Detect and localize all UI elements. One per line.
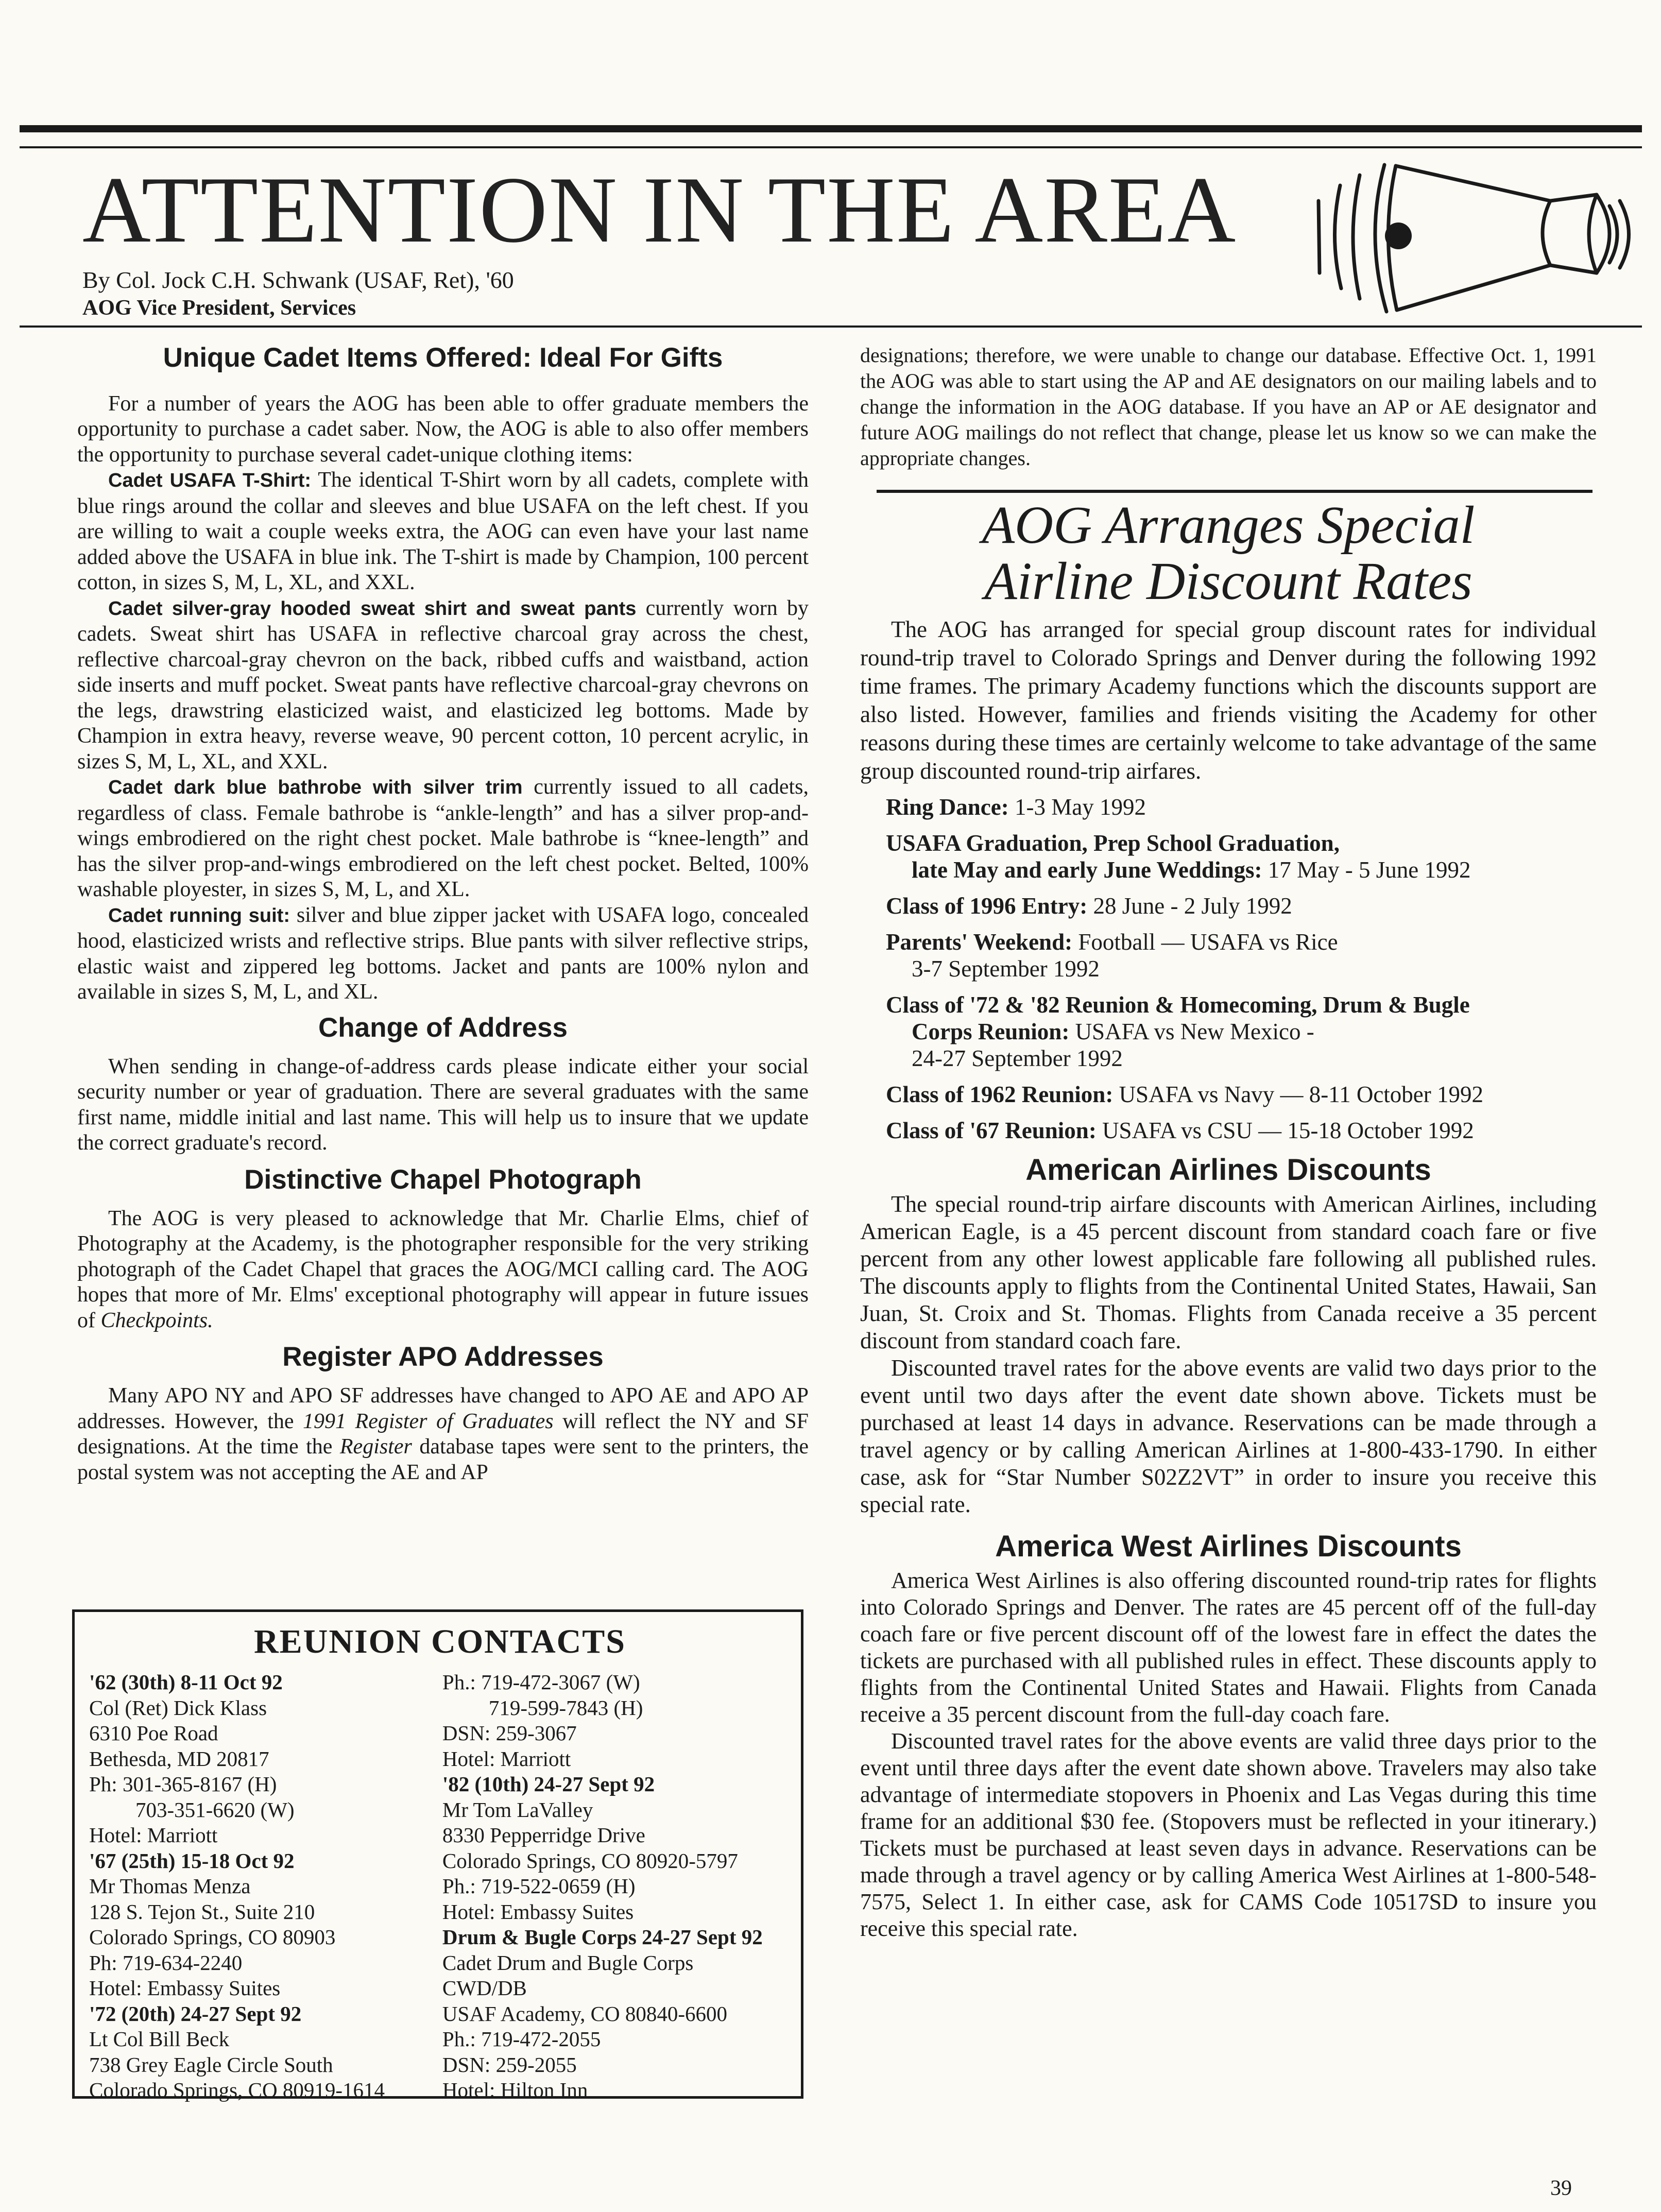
reunion-contact-line: 6310 Poe Road <box>89 1721 218 1745</box>
top-thin-rule <box>20 146 1642 148</box>
event-item: Class of 1996 Entry: 28 June - 2 July 1992 <box>886 893 1292 919</box>
reunion-contact-line: '67 (25th) 15-18 Oct 92 <box>89 1848 295 1873</box>
reunion-contact-line: Ph.: 719-522-0659 (H) <box>442 1874 636 1898</box>
reunion-contact-line: Hotel: Marriott <box>89 1823 218 1847</box>
reunion-contact-line: DSN: 259-2055 <box>442 2052 577 2077</box>
reunion-contact-line: Mr Tom LaValley <box>442 1797 593 1822</box>
masthead <box>82 157 1267 320</box>
reunion-contact-line: 738 Grey Eagle Circle South <box>89 2052 333 2077</box>
reunion-contact-line: DSN: 259-3067 <box>442 1721 577 1745</box>
feature-rule <box>877 490 1592 493</box>
reunion-contact-line: Ph: 301-365-8167 (H) <box>89 1772 277 1796</box>
reunion-contacts-box <box>72 1609 803 2102</box>
reunion-contact-line: 128 S. Tejon St., Suite 210 <box>89 1899 315 1924</box>
event-item: Parents' Weekend: Football — USAFA vs Rice 3-7 September 1992 <box>886 929 1338 982</box>
reunion-contact-line: '62 (30th) 8-11 Oct 92 <box>89 1670 283 1694</box>
reunion-contact-line: Colorado Springs, CO 80903 <box>89 1925 336 1949</box>
reunion-contact-line: Hotel: Hilton Inn <box>442 2078 588 2102</box>
apo-continued-text: designations; therefore, we were unable to change our database. Effective Oct. 1, 1991 the AOG was able to start using the AP and AE designators on our mailing labels and to change the information in the AOG database. If you have an AP or AE designator and future AOG mailings do not reflect that change, please let us know so we can make the appropriate changes. <box>860 344 1597 470</box>
feature-intro: The AOG has arranged for special group discount rates for individual round-trip travel to Colorado Springs and Denver during the following 1992 time frames. The primary Academy functions which the discounts support are also listed. However, families and friends visiting the Academy for other reasons during these times are certainly welcome to take advantage of the same group discounted round-trip airfares. <box>860 616 1597 784</box>
reunion-contact-line: Hotel: Embassy Suites <box>442 1899 634 1924</box>
apo-heading: Register APO Addresses <box>282 1342 604 1373</box>
top-thick-rule <box>20 125 1642 132</box>
reunion-contact-line: Colorado Springs, CO 80919-1614 <box>89 2078 385 2102</box>
west-p2: Discounted travel rates for the above events are valid three days prior to the event until three days after the event date shown above. Travelers may also take advantage of intermediate stopovers in Phoenix and Las Vegas during this time frame for an additional $30 fee. (Stopovers must be reflected in your itinerary.) Tickets must be purchased at least seven days in advance. Reservations can be made through a travel agency or by calling America West Airlines at 1-800-548-7575, Select 1. In either case, ask for CAMS Code 10517SD to insure you receive this special rate. <box>860 1728 1597 1941</box>
page-title: ATTENTION IN THE AREA <box>82 157 1237 262</box>
reunion-contact-line: Colorado Springs, CO 80920-5797 <box>442 1848 738 1873</box>
event-item: Class of '67 Reunion: USAFA vs CSU — 15-18 October 1992 <box>886 1118 1474 1144</box>
reunion-contact-line: USAF Academy, CO 80840-6600 <box>442 2001 728 2026</box>
header-bottom-rule <box>20 325 1642 328</box>
reunion-contact-line: Hotel: Marriott <box>442 1746 571 1771</box>
reunion-contact-line: Hotel: Embassy Suites <box>89 1976 281 2000</box>
cadet-item: Cadet dark blue bathrobe with silver trim currently issued to all cadets, regardless of class. Female bathrobe is “ankle-length” and has a silver prop-and-wings embrodiered on the right chest pocket. Male bathrobe is “knee-length” and has the silver prop-and-wings embrodiered on the left chest pocket. Belted, 100% washable ployester, in sizes S, M, L, and XL. <box>77 775 809 902</box>
reunion-col-b <box>442 1670 791 2103</box>
event-item: Class of 1962 Reunion: USAFA vs Navy — 8-11 October 1992 <box>886 1082 1484 1108</box>
reunion-contact-line: Ph: 719-634-2240 <box>89 1950 243 1975</box>
west-heading: America West Airlines Discounts <box>995 1530 1462 1564</box>
event-item: USAFA Graduation, Prep School Graduation, late May and early June Weddings: 17 May - 5 June 1992 <box>886 830 1471 883</box>
cadet-item: Cadet silver-gray hooded sweat shirt and sweat pants currently worn by cadets. Sweat shirt has USAFA in reflective charcoal gray across the chest, reflective charcoal-gray chevron on the back, ribbed cuffs and waistband, action side inserts and muff pocket. Sweat pants have reflective charcoal-gray chevrons on the legs, drawstring elasticized waist, and elasticized leg bottoms. Made by Champion in extra heavy, reverse weave, 90 percent cotton, 10 percent acrylic, in sizes S, M, L, XL, and XXL. <box>77 596 809 774</box>
cadet-items-heading: Unique Cadet Items Offered: Ideal For Gifts <box>163 342 723 373</box>
page-number: 39 <box>1550 2176 1572 2200</box>
megaphone-icon <box>1308 149 1638 319</box>
cadet-item: Cadet USAFA T-Shirt: The identical T-Shirt worn by all cadets, complete with blue rings around the collar and sleeves and blue USAFA on the left chest. If you are willing to wait a couple weeks extra, the AOG can even have your last name added above the USAFA in blue ink. The T-shirt is made by Champion, 100 percent cotton, in sizes S, M, L, XL, and XXL. <box>77 468 809 595</box>
left-column <box>77 342 809 1485</box>
address-text: When sending in change-of-address cards please indicate either your social security number or year of graduation. There are several graduates with the same first name, middle initial and last name. This will help us to insure that we update the correct graduate's record. <box>77 1054 809 1155</box>
reunion-contact-line: Col (Ret) Dick Klass <box>89 1695 267 1720</box>
reunion-contact-line: '72 (20th) 24-27 Sept 92 <box>89 2001 302 2026</box>
reunion-contact-line: 8330 Pepperridge Drive <box>442 1823 645 1847</box>
byline: By Col. Jock C.H. Schwank (USAF, Ret), '60 <box>82 267 514 293</box>
american-heading: American Airlines Discounts <box>1025 1153 1431 1187</box>
apo-text: Many APO NY and APO SF addresses have changed to APO AE and APO AP addresses. However, the 1991 Register of Graduates will reflect the NY and SF designations. At the time the Register database tapes were sent to the printers, the postal system was not accepting the AE and AP <box>77 1384 809 1484</box>
american-p2: Discounted travel rates for the above events are valid two days prior to the event until two days after the event date shown above. Tickets must be purchased at least 14 days in advance. Reservations can be made through a travel agency or by calling American Airlines at 1-800-433-1790. In either case, ask for “Star Number S02Z2VT” in order to insure you receive this special rate. <box>860 1355 1597 1518</box>
reunion-contact-line: Cadet Drum and Bugle Corps <box>442 1950 694 1975</box>
reunion-contact-line: Mr Thomas Menza <box>89 1874 251 1898</box>
reunion-contact-line: '82 (10th) 24-27 Sept 92 <box>442 1772 655 1796</box>
chapel-text: The AOG is very pleased to acknowledge that Mr. Charlie Elms, chief of Photography at the Academy, is the photographer responsible for the very striking photograph of the Cadet Chapel that graces the AOG/MCI calling card. The AOG hopes that more of Mr. Elms' exceptional photography will appear in future issues of Checkpoints. <box>77 1206 809 1332</box>
event-item: Class of '72 & '82 Reunion & Homecoming, Drum & Bugle Corps Reunion: USAFA vs New Mexico - 24-27 September 1992 <box>886 992 1470 1072</box>
right-column <box>860 342 1597 1942</box>
reunion-contact-line: Ph.: 719-472-2055 <box>442 2027 601 2051</box>
event-list <box>886 794 1597 1144</box>
reunion-contact-line: Drum & Bugle Corps 24-27 Sept 92 <box>442 1925 763 1949</box>
reunion-contact-line: CWD/DB <box>442 1976 527 2000</box>
author-role: AOG Vice President, Services <box>82 296 356 320</box>
cadet-item: Cadet running suit: silver and blue zipper jacket with USAFA logo, concealed hood, elasticized wrists and reflective strips. Blue pants with silver reflective strips, elastic waist and zippered leg bottoms. Jacket and pants are 100% nylon and available in sizes S, M, L, and XL. <box>77 903 809 1004</box>
reunion-contact-line: 703-351-6620 (W) <box>135 1797 295 1822</box>
american-p1: The special round-trip airfare discounts with American Airlines, including American Eagle, is a 45 percent discount from standard coach fare or five percent from any other lowest applicable fare following all published rules. The discounts apply to flights from the Continental United States, Hawaii, San Juan, St. Croix and St. Thomas. Flights from Canada receive a 35 percent discount from standard coach fare. <box>860 1191 1597 1354</box>
reunion-contact-line: Ph.: 719-472-3067 (W) <box>442 1670 640 1694</box>
reunion-col-a <box>89 1670 442 2103</box>
reunion-contact-line: 719-599-7843 (H) <box>488 1695 643 1720</box>
reunion-contact-line: Bethesda, MD 20817 <box>89 1746 269 1771</box>
west-p1: America West Airlines is also offering discounted round-trip rates for flights into Colorado Springs and Denver. The rates are 45 percent off of the full-day coach fare or five percent discount off of the lowest fare in effect the dates the tickets are purchased with all published rules in effect. These discounts apply to flights from the Continental United States and Hawaii. Flights from Canada receive a 35 percent discount from the full-day coach fare. <box>860 1567 1597 1727</box>
address-heading: Change of Address <box>318 1012 568 1043</box>
chapel-heading: Distinctive Chapel Photograph <box>244 1164 642 1195</box>
feature-title: AOG Arranges Special Airline Discount Rates <box>982 495 1475 611</box>
reunion-contact-line: Lt Col Bill Beck <box>89 2027 230 2051</box>
reunion-title: REUNION CONTACTS <box>253 1623 626 1660</box>
cadet-items-intro: For a number of years the AOG has been able to offer graduate members the opportunity to purchase a cadet saber. Now, the AOG is able to also offer members the opportunity to purchase several cadet-unique clothing items: <box>77 391 809 467</box>
event-item: Ring Dance: 1-3 May 1992 <box>886 794 1146 820</box>
